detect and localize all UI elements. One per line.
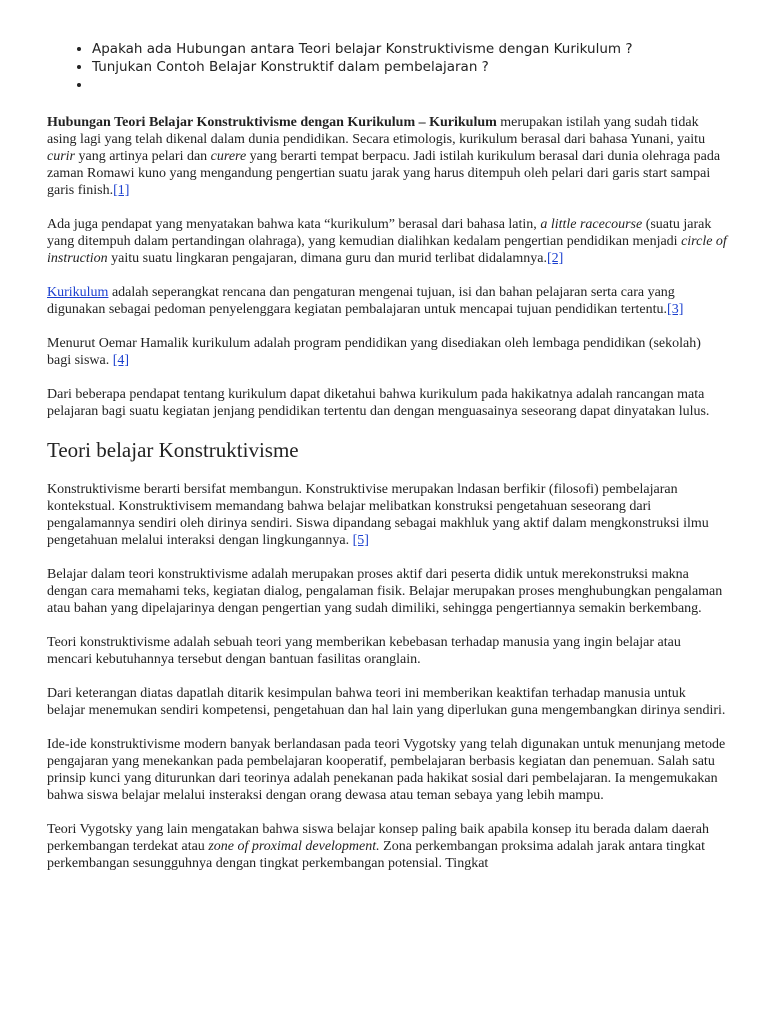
text: Ide-ide konstruktivisme modern banyak berlandasan pada teori Vygotsky yang telah digunakan untuk menunjang metode pengajaran yang menekankan pada pembelajaran kooperatif, pembelajaran berbasis kegiatan dan penemuan. Salah satu prinsip kunci yang diturunkan dari teorinya adalah penekanan pada hakikat sosial dari pembelajaran. Ia mengemukakan bahwa siswa belajar melalui insteraksi dengan orang dewasa atau teman sebaya yang lebih mampu. <box>47 737 726 803</box>
text: Teori konstruktivisme adalah sebuah teori yang memberikan kebebasan terhadap manusia yang ingin belajar atau mencari kebutuhannya tersebut dengan bantuan fasilitas oranglain. <box>47 635 681 667</box>
paragraph-kurikulum-etymology <box>47 114 727 199</box>
italic-term: curere <box>210 149 247 164</box>
text: Ada juga pendapat yang menyatakan bahwa kata “kurikulum” berasal dari bahasa latin, <box>47 217 541 232</box>
footnote-link[interactable]: [1] <box>113 183 130 198</box>
italic-term: curir <box>47 149 75 164</box>
list-item: • Tunjukan Contoh Belajar Konstruktif dalam pembelajaran ? <box>92 58 768 76</box>
text: adalah seperangkat rencana dan pengaturan mengenai tujuan, isi dan bahan pelajaran serta cara yang digunakan sebagai pedoman penyelenggara kegiatan pembalajaran untuk mencapai tujuan pendidikan tertentu. <box>47 285 675 317</box>
text: yang artinya pelari dan <box>75 149 211 164</box>
footnote-link[interactable]: [3] <box>667 302 684 317</box>
paragraph-zpd <box>47 821 727 872</box>
section-title-bold: Hubungan Teori Belajar Konstruktivisme dengan Kurikulum – Kurikulum <box>47 115 497 130</box>
footnote-link[interactable]: [5] <box>352 533 369 548</box>
italic-term: zone of proximal development. <box>208 839 380 854</box>
text: Belajar dalam teori konstruktivisme adalah merupakan proses aktif dari peserta didik untuk merekonstruksi makna dengan cara memahami teks, kegiatan dialog, pengalaman fisik. Belajar merupakan proses menghubungkan pengalaman atau bahan yang dipelajarinya dengan pengertian yang sudah dimiliki, sehingga pengertiannya semakin berkembang. <box>47 567 723 616</box>
paragraph-latin-origin <box>47 216 727 267</box>
question-list <box>48 40 768 94</box>
article-body <box>47 114 727 889</box>
paragraph-konstruktivisme-meaning <box>47 481 727 549</box>
kurikulum-link[interactable]: Kurikulum <box>47 285 109 300</box>
text: Dari keterangan diatas dapatlah ditarik kesimpulan bahwa teori ini memberikan keaktifan terhadap manusia untuk belajar menemukan sendiri kompetensi, pengetahuan dan hal lain yang diperlukan guna mengembangkan dirinya sendiri. <box>47 686 726 718</box>
italic-term: circle of instruction <box>47 234 727 266</box>
paragraph-vygotsky <box>47 736 727 804</box>
section-heading: Teori belajar Konstruktivisme <box>47 438 299 462</box>
text: Zona perkembangan proksima adalah jarak antara tingkat perkembangan sesungguhnya dengan tingkat perkembangan potensial. Tingkat <box>47 839 706 871</box>
list-item: • Apakah ada Hubungan antara Teori belajar Konstruktivisme dengan Kurikulum ? <box>92 40 768 58</box>
paragraph-oemar-hamalik <box>47 335 727 369</box>
text: Dari beberapa pendapat tentang kurikulum dapat diketahui bahwa kurikulum pada hakikatnya adalah rancangan mata pelajaran bagi suatu kegiatan jenjang pendidikan tertentu dan dengan menguasainya seseorang dapat dinyatakan lulus. <box>47 387 710 419</box>
paragraph-teori-kebebasan <box>47 634 727 668</box>
text: Konstruktivisme berarti bersifat membangun. Konstruktivise merupakan lndasan berfikir (filosofi) pembelajaran kontekstual. Konstruktivisem memandang bahwa belajar melibatkan konstruksi pengetahuan seseorang dari pengalamannya sendiri oleh dirinya sendiri. Siswa dipandang sebagai makhluk yang aktif dalam mengkonstruksi ilmu pengetahuan melalui interaksi dengan lingkungannya. <box>47 482 709 548</box>
text: merupakan istilah yang sudah tidak asing lagi yang telah dikenal dalam dunia pendidikan. Secara etimologis, kurikulum berasal dari bahasa Yunani, yaitu <box>47 115 706 147</box>
italic-term: a little racecourse <box>540 217 643 232</box>
paragraph-belajar-konstruktivisme <box>47 566 727 617</box>
footnote-link[interactable]: [2] <box>546 251 564 266</box>
list-item <box>92 76 768 94</box>
footnote-link[interactable]: [4] <box>112 353 130 368</box>
paragraph-kesimpulan <box>47 685 727 719</box>
text: yaitu suatu lingkaran pengajaran, dimana guru dan murid terlibat didalamnya. <box>107 251 547 266</box>
text: Teori Vygotsky yang lain mengatakan bahwa siswa belajar konsep paling baik apabila konsep itu berada dalam daerah perkembangan terdekat atau <box>47 822 709 854</box>
text: yang berarti tempat berpacu. Jadi istilah kurikulum berasal dari dunia olehraga pada zaman Romawi kuno yang mengandung pengertian suatu jarak yang harus ditempuh oleh pelari dari garis start sampai garis finish. <box>47 149 721 198</box>
text: Menurut Oemar Hamalik kurikulum adalah program pendidikan yang disediakan oleh lembaga pendidikan (sekolah) bagi siswa. <box>47 336 701 368</box>
text: (suatu jarak yang ditempuh dalam pertandingan olahraga), yang kemudian dialihkan kedalam pengertian pendidikan menjadi <box>47 217 712 249</box>
paragraph-kurikulum-summary <box>47 386 727 420</box>
paragraph-kurikulum-definition <box>47 284 727 318</box>
